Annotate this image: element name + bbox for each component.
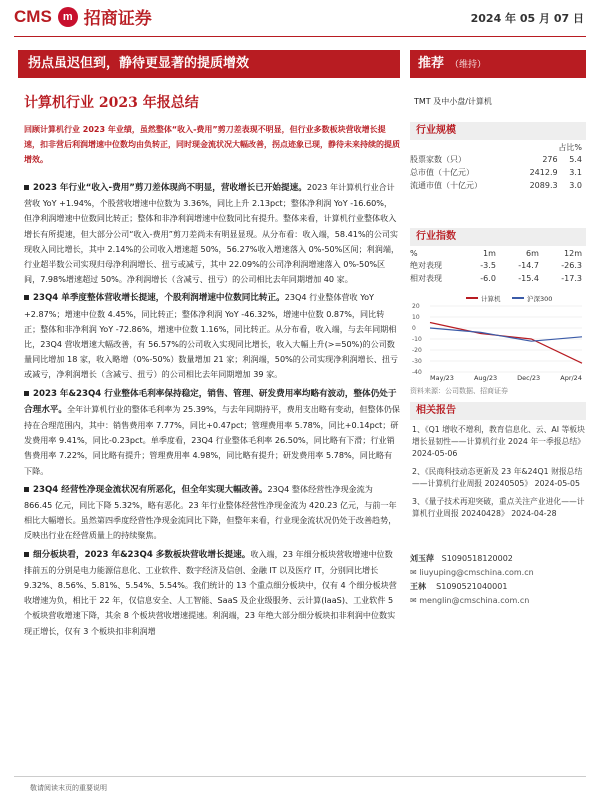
related-report-item[interactable]: 2、《民商科技动态更新及 23 年&24Q1 财报总结——计算机行业周报 20240505》 2024-05-05 [412,467,583,488]
section-2: 23Q4 单季度整体营收增长提速，个股利润增速中位数同比转正。23Q4 行业整体营收 YoY +2.87%；增速中位数 4.45%，同比转正；整体净利润 YoY -46.32%，增速中位数 0.87%，同比转正；整体和非净利润 YoY -72.86%，增速中位数 1.16%，同比转正。从分布看，收入端，与去年同期相比，23Q4 营收增速大幅改善，有 56.57%的公司收入实现同比增长，收入大幅上升(>=50%)的公司数量同比增加 18 家，收入略增（0%-50%）数量增加 21 家；利润端，50%的公司实现净利润增长、扭亏或减亏，净利润增长（含减亏、扭亏）的公司相比去年同期增加 39 家。 [24,292,399,380]
logo-mark: m [58,7,78,27]
y-tick: 0 [412,325,416,332]
x-tick: May/23 [430,374,454,382]
y-tick: -30 [412,358,422,365]
section-5: 细分板块看，2023 年&23Q4 多数板块营收增长提速。收入端，23 年细分板块营收增速中位数排前五的分别是电力能源信息化、工业软件、数字经济及信创、金融 IT 以及医疗 IT，分别同比增长 9.32%、8.56%、5.81%、5.54%、5.54%。我们统计的 13 个重点细分板块中，仅有 4 个细分板块营收增速为负，相比于 22 年，仅信息安全、人工智能、SaaS 及企业级服务、云计算(IaaS)、工业软件 5 个板块营收增速下降，其余 8 个板块营收增速提速。利润端，23 年绝大部分细分板块扣非利润中位数实现正增长，仅有 3 个板块扣非利润增 [24,548,397,636]
analyst-2: 王林 S1090521040001 [410,582,508,591]
footer-note: 敬请阅读末页的重要说明 [30,784,107,792]
related-reports-list [410,424,586,526]
analyst-block [410,552,586,608]
rating-banner: 推荐 （维持） [410,50,586,78]
y-tick: -10 [412,336,422,343]
report-headline: 拐点虽迟但到，静待更显著的提质增效 [18,50,400,78]
section-1: 2023 年行业“收入-费用”剪刀差体现尚不明显，营收增长已开始提速。2023 年计算机行业合计营收 YoY +1.94%，个股营收增速中位数为 3.36%，同比上升 2.13pct；整体净利润 YoY -16.60%，但净利润增速中位数同比转正；整体和非净利润增速中位数同比有提升。整体来看，计算机行业整体收入增长有所提速，但大部分公司“收入-费用”剪刀差尚未有明显显现。从分布看：收入端，58.41%的公司实现收入同比增长，其中 2.14%的公司收入增速超 50%，56.27%收入增速落入 0%-50%区间；利润端，行业超半数公司实现归母净利润增长、扭亏或减亏，其中 22.09%的公司净利润增速落入 0%-50%区间，7.98%增速超过 50%。净利润增长（含减亏、扭亏）的公司相比去年同期增加 40 家。 [24,182,400,285]
mail-icon: ✉ [410,596,417,605]
chart-x-ticks [410,374,586,382]
industry-index-header: 行业指数 [410,228,586,246]
company-logo: CMS m 招商证券 [14,6,152,28]
mail-icon: ✉ [410,568,417,577]
legend-label-csi300: 沪深300 [527,295,553,303]
header-divider [14,36,586,37]
y-tick: 20 [412,303,420,310]
report-date: 2024 年 05 月 07 日 [470,12,584,25]
x-tick: Dec/23 [517,374,541,382]
y-tick: 10 [412,314,420,321]
sector-label: TMT 及中小盘/计算机 [414,97,492,106]
index-chart [410,292,586,374]
series-line-computer [430,323,582,364]
summary-paragraph: 回顾计算机行业 2023 年业绩，虽然整体“收入-费用”剪刀差表现不明显，但行业多数板块营收增长提速，扣非营后利润增速中位数均由负转正，同时现金流状况大幅改善，拐点迹象已现，静待未来持续的提质增效。 [24,125,400,164]
y-tick: -20 [412,347,422,354]
section-4: 23Q4 经营性净现金流状况有所恶化，但全年实现大幅改善。23Q4 整体经营性净现金流为 866.45 亿元，同比下降 5.32%，略有恶化。23 年行业整体经营性净现金流为 420.23 亿元，与前一年相比大幅增长。虽然第四季度经营性净现金流同比下降，但整年来看，行业现金流状况仍处于改善趋势，反映出行业在经营质量上的持续聚焦。 [24,483,397,541]
legend-label-computer: 计算机 [481,295,501,303]
related-report-item[interactable]: 1、《Q1 增收不增利，教育信息化、云、AI 等板块增长显韧性——计算机行业 2024 年一季报总结》 2024-05-06 [412,425,585,458]
chart-source: 资料来源：公司数据、招商证券 [410,387,508,395]
analyst-1: 刘玉萍 S1090518120002 [410,554,513,563]
analyst-email[interactable]: liuyuping@cmschina.com.cn [419,568,534,577]
x-tick: Apr/24 [560,374,582,382]
industry-scale-table: 占比% 股票家数（只） 276 5.4 总市值（十亿元） 2412.9 3.1 流通市值（十亿元） 2089.3 3.0 [410,143,582,190]
industry-index-table: % 1m 6m 12m 绝对表现 -3.5 -14.7 -26.3 相对表现 -6.0 -15.4 -17.3 [410,249,582,283]
y-tick: -40 [412,369,422,374]
footer-divider [14,776,586,777]
related-reports-header: 相关报告 [410,402,586,420]
report-subtitle: 计算机行业 2023 年报总结 [24,95,199,111]
section-3: 2023 年&23Q4 行业整体毛利率保持稳定，销售、管理、研发费用率均略有波动，整体仍处于合理水平。全年计算机行业的整体毛利率为 25.39%，与去年同期持平，费用支出略有变动，但整体仍保持在合理范围内，其中：销售费用率 7.77%，同比+0.47pct；管理费用率 5.78%，同比+0.14pct；研发费用率 9.41%，同比-0.23pct。单季度看，23Q4 行业整体毛利率 26.50%，同比略有下滑；行业销售费用率 7.22%，同比略有提升；管理费用率 4.98%，同比略有提升；研发费用率 5.78%，同比略有下降。 [24,388,400,476]
industry-scale-header: 行业规模 [410,122,586,140]
report-body [24,180,400,642]
analyst-email[interactable]: menglin@cmschina.com.cn [419,596,530,605]
x-tick: Aug/23 [473,374,498,382]
related-report-item[interactable]: 3、《量子技术再迎突破，重点关注产业进化——计算机行业周报 20240428》 2024-04-28 [412,497,585,518]
